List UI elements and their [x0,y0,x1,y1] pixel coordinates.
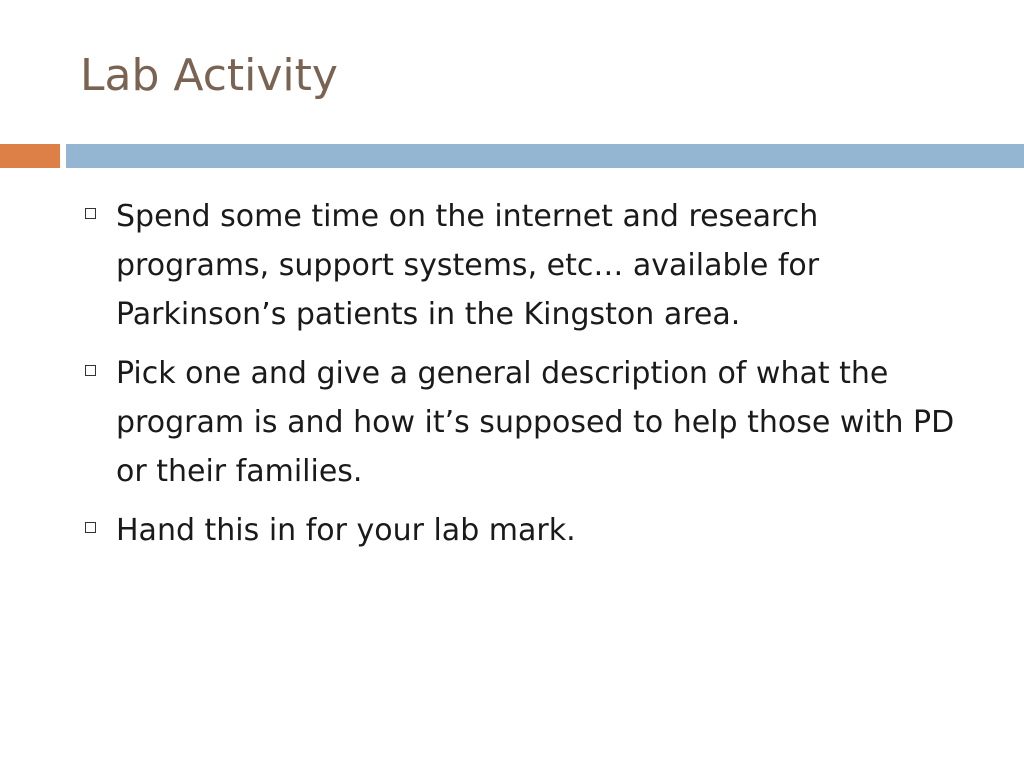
bullet-item [80,506,980,555]
bullet-text: Pick one and give a general description of what the program is and how it’s supposed to help those with PD or their families. [116,356,955,489]
bullet-item [80,349,980,496]
accent-bar-blue [66,144,1024,168]
bullet-item [80,192,980,339]
slide-title: Lab Activity [80,50,338,101]
bullet-text: Spend some time on the internet and research programs, support systems, etc… available for Parkinson’s patients in the Kingston area. [116,199,820,332]
hollow-square-bullet-icon [85,522,96,533]
hollow-square-bullet-icon [85,208,96,219]
accent-bar-orange [0,144,60,168]
bullet-text: Hand this in for your lab mark. [116,513,576,548]
hollow-square-bullet-icon [85,365,96,376]
bullet-list [80,192,980,565]
